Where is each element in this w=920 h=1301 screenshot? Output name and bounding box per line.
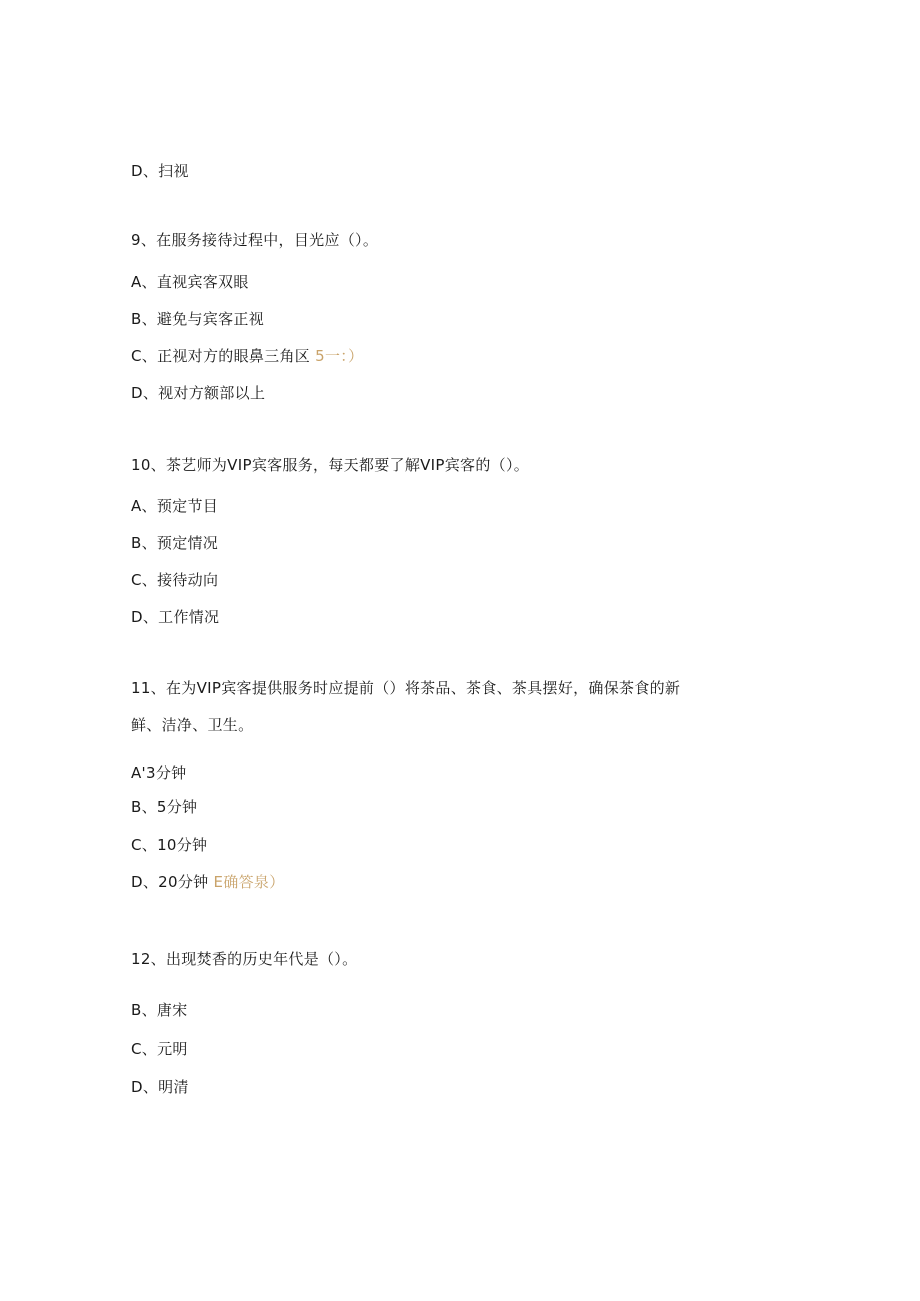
question-9: 9、在服务接待过程中，目光应（）。 (131, 231, 379, 249)
q12-option-b: B、唐宋 (131, 1001, 188, 1019)
q10-option-b: B、预定情况 (131, 534, 219, 552)
q9-option-c-note: 5一：） (315, 347, 364, 365)
q10-option-c: C、接待动向 (131, 571, 219, 589)
question-10: 10、茶艺师为VIP宾客服务，每天都要了解VIP宾客的（）。 (131, 456, 530, 474)
q11-option-b: B、5分钟 (131, 798, 198, 816)
q11-option-d-note: E确答泉） (213, 873, 285, 891)
q12-option-c: C、元明 (131, 1040, 188, 1058)
question-11-line-2: 鲜、洁净、卫生。 (131, 716, 254, 734)
q11-option-c: C、10分钟 (131, 836, 208, 854)
q10-option-a: A、预定节目 (131, 497, 219, 515)
q11-option-d: D、20分钟 (131, 873, 209, 891)
q12-option-d: D、明清 (131, 1078, 189, 1096)
q11-option-d-line (131, 872, 285, 892)
q9-option-c-line (131, 346, 363, 366)
q9-option-b: B、避免与宾客正视 (131, 310, 264, 328)
q9-option-a: A、直视宾客双眼 (131, 273, 249, 291)
q10-option-d: D、工作情况 (131, 608, 220, 626)
question-11-line-1: 11、在为VIP宾客提供服务时应提前（）将茶品、茶食、茶具摆好，确保茶食的新 (131, 679, 681, 697)
question-12: 12、出现焚香的历史年代是（）。 (131, 950, 358, 968)
q9-option-d: D、视对方额部以上 (131, 384, 266, 402)
q9-option-c: C、正视对方的眼鼻三角区 (131, 347, 311, 365)
q11-option-a: A'3分钟 (131, 764, 187, 782)
prev-question-option-d: D、扫视 (131, 162, 189, 180)
